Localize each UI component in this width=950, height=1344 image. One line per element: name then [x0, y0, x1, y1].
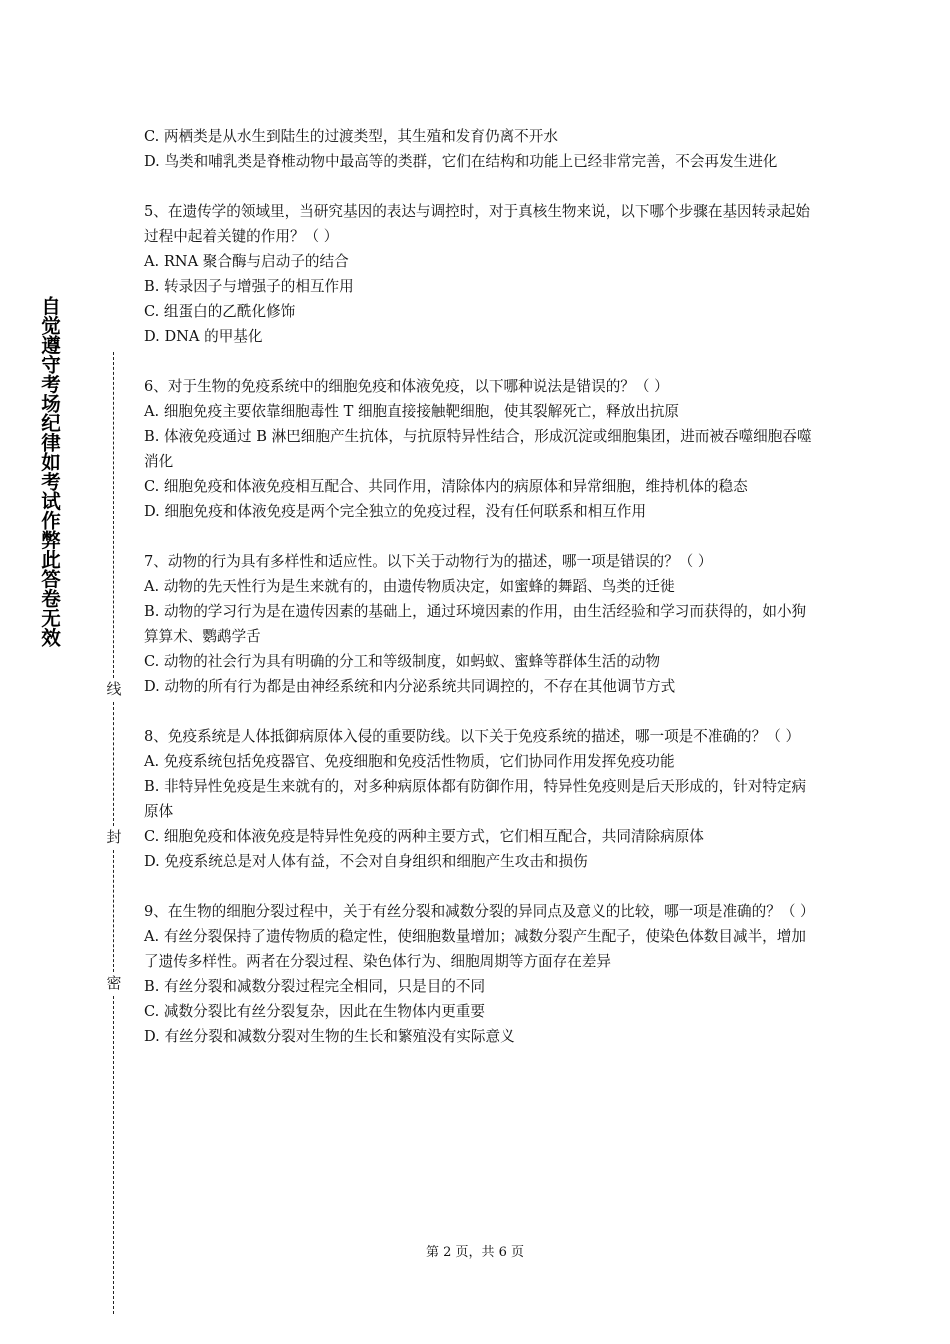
- question-5: [144, 199, 814, 349]
- option-c: C. 减数分裂比有丝分裂复杂，因此在生物体内更重要: [144, 1003, 485, 1020]
- option-a: A. 细胞免疫主要依靠细胞毒性 T 细胞直接接触靶细胞，使其裂解死亡，释放出抗原: [144, 403, 680, 420]
- question-8: [144, 724, 814, 874]
- question-stem: 9、在生物的细胞分裂过程中，关于有丝分裂和减数分裂的异同点及意义的比较，哪一项是准确的？（ ）: [144, 903, 815, 920]
- previous-question-continuation: [144, 124, 814, 174]
- option-c: C. 细胞免疫和体液免疫相互配合、共同作用，清除体内的病原体和异常细胞，维持机体的稳态: [144, 478, 748, 495]
- question-7: [144, 549, 814, 699]
- option-b: B. 动物的学习行为是在遗传因素的基础上，通过环境因素的作用，由生活经验和学习而获得的，如小狗算算术、鹦鹉学舌: [144, 603, 807, 645]
- option-d: D. 细胞免疫和体液免疫是两个完全独立的免疫过程，没有任何联系和相互作用: [144, 503, 647, 520]
- option-c: C. 组蛋白的乙酰化修饰: [144, 303, 296, 320]
- option-a: A. RNA 聚合酶与启动子的结合: [144, 253, 349, 270]
- option-b: B. 转录因子与增强子的相互作用: [144, 278, 354, 295]
- option-a: A. 有丝分裂保持了遗传物质的稳定性，使细胞数量增加；减数分裂产生配子，使染色体数目减半，增加了遗传多样性。两者在分裂过程、染色体行为、细胞周期等方面存在差异: [144, 928, 806, 970]
- option-d: D. 鸟类和哺乳类是脊椎动物中最高等的类群，它们在结构和功能上已经非常完善，不会再发生进化: [144, 153, 778, 170]
- page-number: 第 2 页，共 6 页: [425, 1245, 525, 1260]
- binding-mark-line: 线: [103, 678, 125, 700]
- option-b: B. 非特异性免疫是生来就有的，对多种病原体都有防御作用，特异性免疫则是后天形成的，针对特定病原体: [144, 778, 807, 820]
- binding-dashed-line: [113, 996, 114, 1314]
- option-b: B. 体液免疫通过 B 淋巴细胞产生抗体，与抗原特异性结合，形成沉淀或细胞集团，进而被吞噬细胞吞噬消化: [144, 428, 812, 470]
- option-b: B. 有丝分裂和减数分裂过程完全相同，只是目的不同: [144, 978, 486, 995]
- option-c: C. 两栖类是从水生到陆生的过渡类型，其生殖和发育仍离不开水: [144, 128, 558, 145]
- option-a: A. 动物的先天性行为是生来就有的，由遗传物质决定，如蜜蜂的舞蹈、鸟类的迁徙: [144, 578, 675, 595]
- option-d: D. 动物的所有行为都是由神经系统和内分泌系统共同调控的，不存在其他调节方式: [144, 678, 676, 695]
- question-stem: 5、在遗传学的领域里，当研究基因的表达与调控时，对于真核生物来说，以下哪个步骤在基因转录起始过程中起着关键的作用？（ ）: [144, 203, 811, 245]
- option-d: D. 有丝分裂和减数分裂对生物的生长和繁殖没有实际意义: [144, 1028, 515, 1045]
- binding-dashed-line: [113, 352, 114, 678]
- binding-mark-secret: 密: [103, 972, 125, 994]
- question-stem: 6、对于生物的免疫系统中的细胞免疫和体液免疫，以下哪种说法是错误的？（ ）: [144, 378, 669, 395]
- question-stem: 7、动物的行为具有多样性和适应性。以下关于动物行为的描述，哪一项是错误的？（ ）: [144, 553, 713, 570]
- option-a: A. 免疫系统包括免疫器官、免疫细胞和免疫活性物质，它们协同作用发挥免疫功能: [144, 753, 675, 770]
- exam-discipline-warning: 自觉遵守考场纪律如考试作弊此答卷无效: [38, 296, 61, 647]
- binding-dashed-line: [113, 702, 114, 826]
- option-d: D. DNA 的甲基化: [144, 328, 263, 345]
- binding-dashed-line: [113, 850, 114, 972]
- question-9: [144, 899, 814, 1049]
- question-6: [144, 374, 814, 524]
- question-stem: 8、免疫系统是人体抵御病原体入侵的重要防线。以下关于免疫系统的描述，哪一项是不准确的？（ ）: [144, 728, 801, 745]
- binding-mark-seal: 封: [103, 826, 125, 848]
- option-c: C. 动物的社会行为具有明确的分工和等级制度，如蚂蚁、蜜蜂等群体生活的动物: [144, 653, 661, 670]
- option-c: C. 细胞免疫和体液免疫是特异性免疫的两种主要方式，它们相互配合，共同清除病原体: [144, 828, 704, 845]
- exam-content: [144, 124, 814, 1049]
- option-d: D. 免疫系统总是对人体有益，不会对自身组织和细胞产生攻击和损伤: [144, 853, 588, 870]
